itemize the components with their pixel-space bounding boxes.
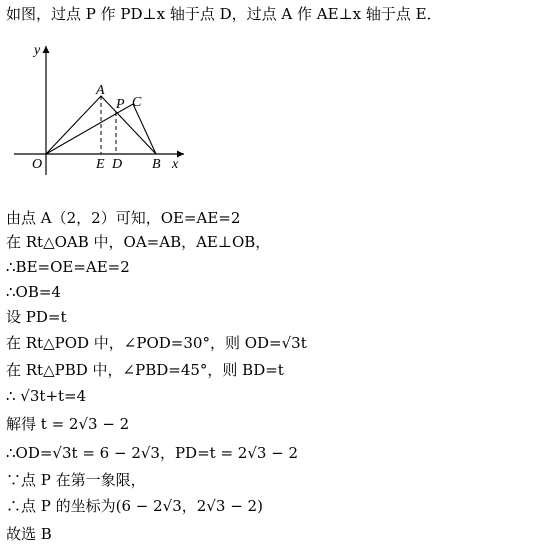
solution-line-9: 解得 t = 2√3 − 2 — [6, 415, 130, 433]
label-b: B — [152, 157, 161, 172]
label-e: E — [96, 157, 105, 172]
intro-text: 如图，过点 P 作 PD⊥x 轴于点 D，过点 A 作 AE⊥x 轴于点 E． — [6, 5, 442, 23]
solution-line-10: ∴OD=√3t = 6 − 2√3，PD=t = 2√3 − 2 — [6, 444, 299, 462]
solution-line-11: ∵点 P 在第一象限， — [6, 471, 146, 489]
solution-line-6: 在 Rt△POD 中，∠POD=30°，则 OD=√3t — [6, 334, 307, 352]
solution-line-13: 故选 B — [6, 525, 52, 543]
label-x: x — [172, 157, 179, 172]
solution-line-8: ∴ √3t+t=4 — [6, 387, 87, 405]
solution-line-7: 在 Rt△PBD 中，∠PBD=45°，则 BD=t — [6, 361, 284, 379]
label-y: y — [34, 43, 41, 58]
solution-line-5: 设 PD=t — [6, 308, 67, 326]
label-p: P — [116, 97, 125, 112]
solution-line-3: ∴BE=OE=AE=2 — [6, 258, 130, 276]
solution-line-4: ∴OB=4 — [6, 283, 61, 301]
label-d: D — [112, 157, 123, 172]
label-a: A — [96, 83, 105, 98]
geometry-figure — [12, 40, 192, 180]
solution-line-2: 在 Rt△OAB 中，OA=AB，AE⊥OB， — [6, 233, 271, 251]
solution-line-1: 由点 A（2，2）可知，OE=AE=2 — [6, 209, 241, 227]
solution-line-12: ∴点 P 的坐标为(6 − 2√3，2√3 − 2) — [6, 497, 263, 515]
label-c: C — [132, 95, 142, 110]
label-o: O — [32, 157, 43, 172]
